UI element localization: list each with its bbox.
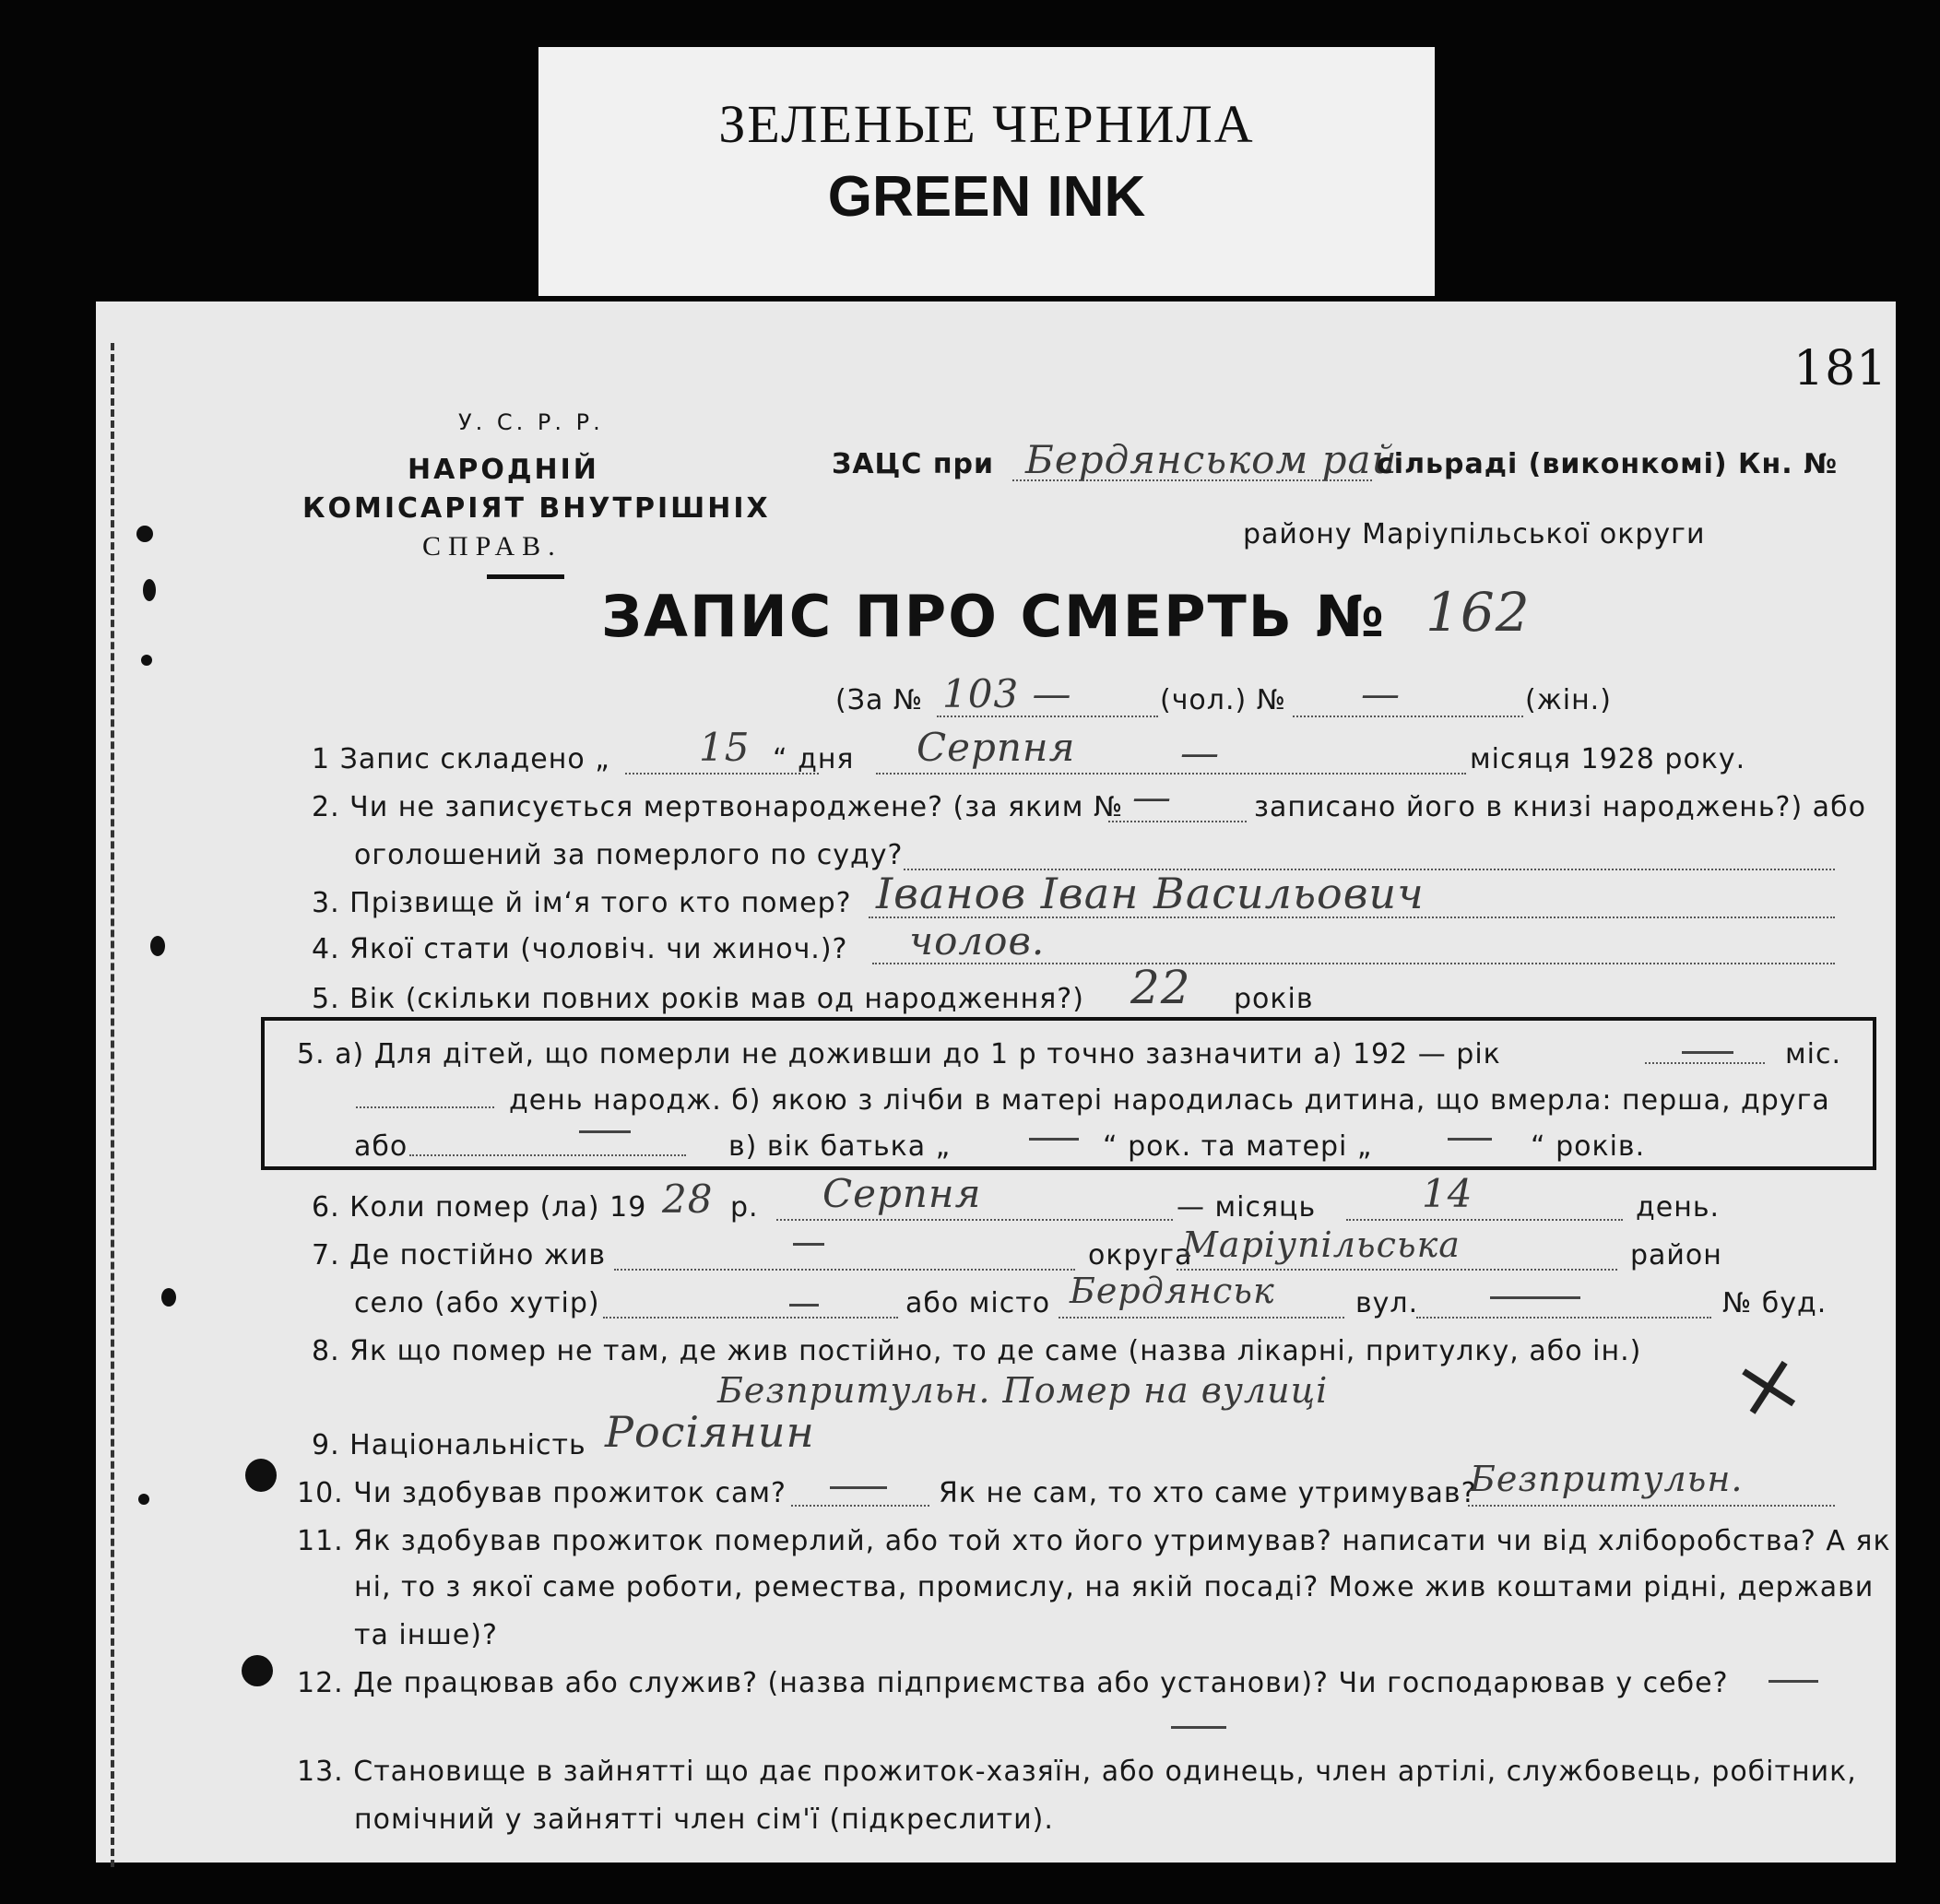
q6-month: Серпня [822,1171,982,1216]
subnum-male-underline [937,715,1158,717]
q6-label: 6. Коли помер (ла) 19 [312,1191,647,1224]
q2-label: 2. Чи не записується мертвонароджене? (за яким № [312,791,1124,823]
q12-dash [1768,1680,1818,1683]
q5a-mother-dash [1448,1138,1492,1141]
dept-line-1: НАРОДНІЙ [408,454,599,486]
q7-selo-dash [789,1304,819,1307]
q5a-month-dash [1682,1051,1733,1054]
q2-value: — [1132,775,1172,820]
q11-line3: та інше)? [354,1619,498,1651]
punch-hole [143,579,156,601]
q5a-line3a: або [354,1130,408,1163]
q7-label: 7. Де постійно жив [312,1239,607,1271]
q10-value-underline [1468,1505,1835,1507]
q8-cross: × [1723,1330,1814,1440]
ink-label-card [538,47,1435,296]
district-line: району Маріупільської округи [1243,518,1706,550]
subnum-mid: (чол.) № [1160,684,1286,716]
q7-misto: або місто [905,1287,1051,1319]
q3-value: Іванов Іван Васильович [876,869,1425,918]
punch-hole [161,1288,176,1307]
q10-self-underline [791,1505,929,1507]
q4-label: 4. Якої стати (чоловіч. чи жиноч.)? [312,933,848,965]
q1-label: 1 Запис складено „ [312,743,610,775]
q8-label: 8. Як що помер не там, де жив постійно, то де саме (назва лікарні, притулку, або ін.) [312,1335,1642,1367]
q6-year: 28 [662,1177,714,1222]
usrr-heading: У. С. Р. Р. [458,409,604,435]
q9-label: 9. Національність [312,1429,586,1461]
q5a-line3c: “ рок. та матері „ [1103,1130,1373,1163]
q7-selo: село (або хутір) [354,1287,600,1319]
q10-mid: Як не сам, то хто саме утримував? [939,1477,1477,1509]
q6-month-underline [776,1219,1173,1221]
dept-line-2: КОМІСАРІЯТ ВНУТРІШНІХ [302,492,771,525]
q5a-line1: 5. а) Для дітей, що померли не доживши до 1 р точно зазначити а) 192 — рік [297,1038,1501,1070]
q13-line1: 13. Становище в зайнятті що дає прожиток-хазяїн, або одинець, член артілі, службовець, робітник, [297,1756,1857,1788]
subnum-suffix: (жін.) [1525,684,1612,716]
q5a-line1-end: міс. [1785,1038,1841,1070]
zags-underline [1012,479,1372,481]
q1-suffix: місяця 1928 року. [1470,743,1746,775]
q6-day-underline [1346,1219,1623,1221]
q7-place-dash [793,1243,824,1246]
q1-day: 15 [699,725,751,770]
q4-underline [872,963,1835,964]
q7-bud: № буд. [1722,1287,1828,1319]
q5a-day-underline [356,1106,494,1108]
q7-vul-underline [1416,1317,1711,1319]
q7-raion: район [1630,1239,1722,1271]
q7-okruha-value: Маріупільська [1182,1224,1461,1265]
q11-line1: 11. Як здобував прожиток померлий, або той хто його утримував? написати чи від хліборобства? А як [297,1525,1891,1557]
dept-line-3: СПРАВ. [422,531,562,562]
q7-misto-underline [1059,1317,1344,1319]
q1-month: Серпня [917,725,1076,770]
punch-hole [138,1494,149,1505]
q5a-order-underline [409,1154,686,1156]
q7-vul-dash [1490,1296,1580,1299]
perforation-line [111,343,114,1867]
q3-label: 3. Прізвище й ім‘я того кто помер? [312,887,852,919]
q6-suffix: день. [1636,1191,1721,1224]
q5-value: 22 [1130,961,1191,1014]
q6-day: 14 [1422,1171,1473,1216]
label-russian: ЗЕЛЕНЫЕ ЧЕРНИЛА [718,94,1255,154]
header-rule [487,574,564,579]
q7-misto-value: Бердянськ [1070,1271,1275,1311]
zags-handwritten: Бердянськом рай [1025,437,1398,482]
q13-line2: помічний у зайнятті член сім'ї (підкреслити). [354,1803,1054,1836]
q2-underline [1108,821,1247,822]
q7-okruha: округа [1088,1239,1193,1271]
record-number: 162 [1425,581,1531,644]
q6-mid: — місяць [1177,1191,1317,1224]
q4-value: чолов. [909,918,1046,964]
q8-value: Безпритульн. Помер на вулиці [717,1370,1329,1411]
subnum-female-value: — [1361,671,1401,716]
q12-label: 12. Де працював або служив? (назва підприємства або установи)? Чи господарював у себе? [297,1667,1729,1699]
q10-value: Безпритульн. [1470,1459,1744,1499]
q6-r: р. [730,1191,759,1224]
punch-hole [242,1655,273,1686]
q1-dash: — [1180,730,1220,775]
zags-prefix: ЗАЦС при [832,448,995,480]
q5a-month-underline [1645,1062,1765,1064]
q5a-order-dash [579,1130,631,1133]
q11-line2: ні, то з якої саме роботи, ремества, промислу, на якій посаді? Може жив коштами рідні, держави [354,1571,1875,1603]
subnum-female-underline [1293,715,1523,717]
page-number: 181 [1793,341,1888,396]
q5a-father-dash [1029,1138,1079,1141]
q5-suffix: років [1234,983,1314,1015]
q12-dash-below [1171,1726,1226,1729]
q9-value: Росіянин [605,1407,815,1457]
q1-mid: “ дня [773,743,855,775]
q5a-line2: день народж. б) якою з лічби в матері народилась дитина, що вмерла: перша, друга [509,1084,1830,1117]
q5-label: 5. Вік (скільки повних років мав од народження?) [312,983,1084,1015]
title-text: ЗАПИС ПРО СМЕРТЬ № [601,583,1387,650]
q7-selo-underline [603,1317,898,1319]
q5a-line3d: “ років. [1531,1130,1646,1163]
document-title [601,583,1386,650]
q7-place-underline [614,1269,1075,1271]
q7-vul: вул. [1355,1287,1419,1319]
q2-suffix: записано його в книзі народжень?) або [1254,791,1866,823]
punch-hole [141,655,152,666]
punch-hole [136,526,153,542]
zags-suffix: сільраді (виконкомі) Кн. № [1377,448,1839,480]
punch-hole [245,1459,277,1492]
q5a-line3b: в) вік батька „ [728,1130,952,1163]
subnum-prefix: (За № [835,684,924,716]
label-english: GREEN INK [827,165,1146,229]
q2-line2: оголошений за померлого по суду? [354,839,904,871]
q10-label: 10. Чи здобував прожиток сам? [297,1477,787,1509]
subnum-male-value: 103 — [942,671,1072,716]
q10-self-dash [830,1486,887,1489]
punch-hole [150,936,165,956]
